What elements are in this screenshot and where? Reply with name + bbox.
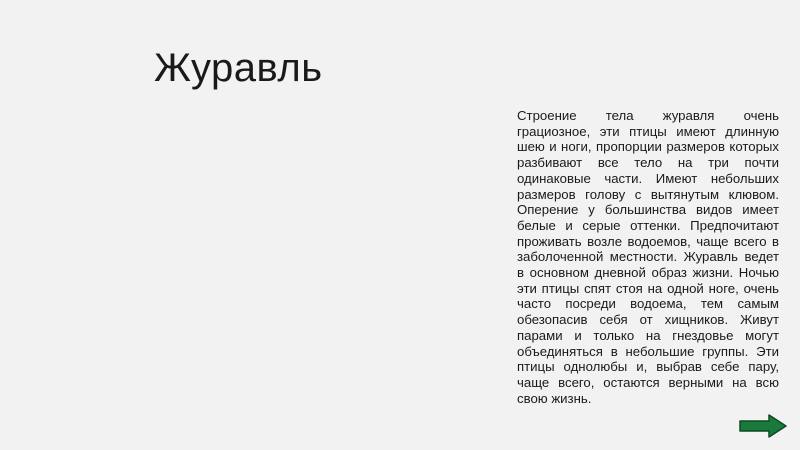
slide-title: Журавль — [154, 46, 323, 90]
next-slide-button[interactable] — [739, 414, 787, 438]
arrow-right-icon — [739, 414, 787, 438]
slide-body-text: Строение тела журавля очень грациозное, эти птицы имеют длинную шею и ноги, пропорции размеров которых разбивают все тело на три почти одинаковые части. Имеют небольших размеров голову с вытянутым клювом. Оперение у большинства видов имеет белые и серые оттенки. Предпочитают проживать возле водоемов, чаще всего в заболоченной местности. Журавль ведет в основном дневной образ жизни. Ночью эти птицы спят стоя на одной ноге, очень часто посреди водоема, тем самым обезопасив себя от хищников. Живут парами и только на гнездовье могут объединяться в небольшие группы. Эти птицы однолюбы и, выбрав себе пару, чаще всего, остаются верными на всю свою жизнь. — [517, 108, 779, 406]
